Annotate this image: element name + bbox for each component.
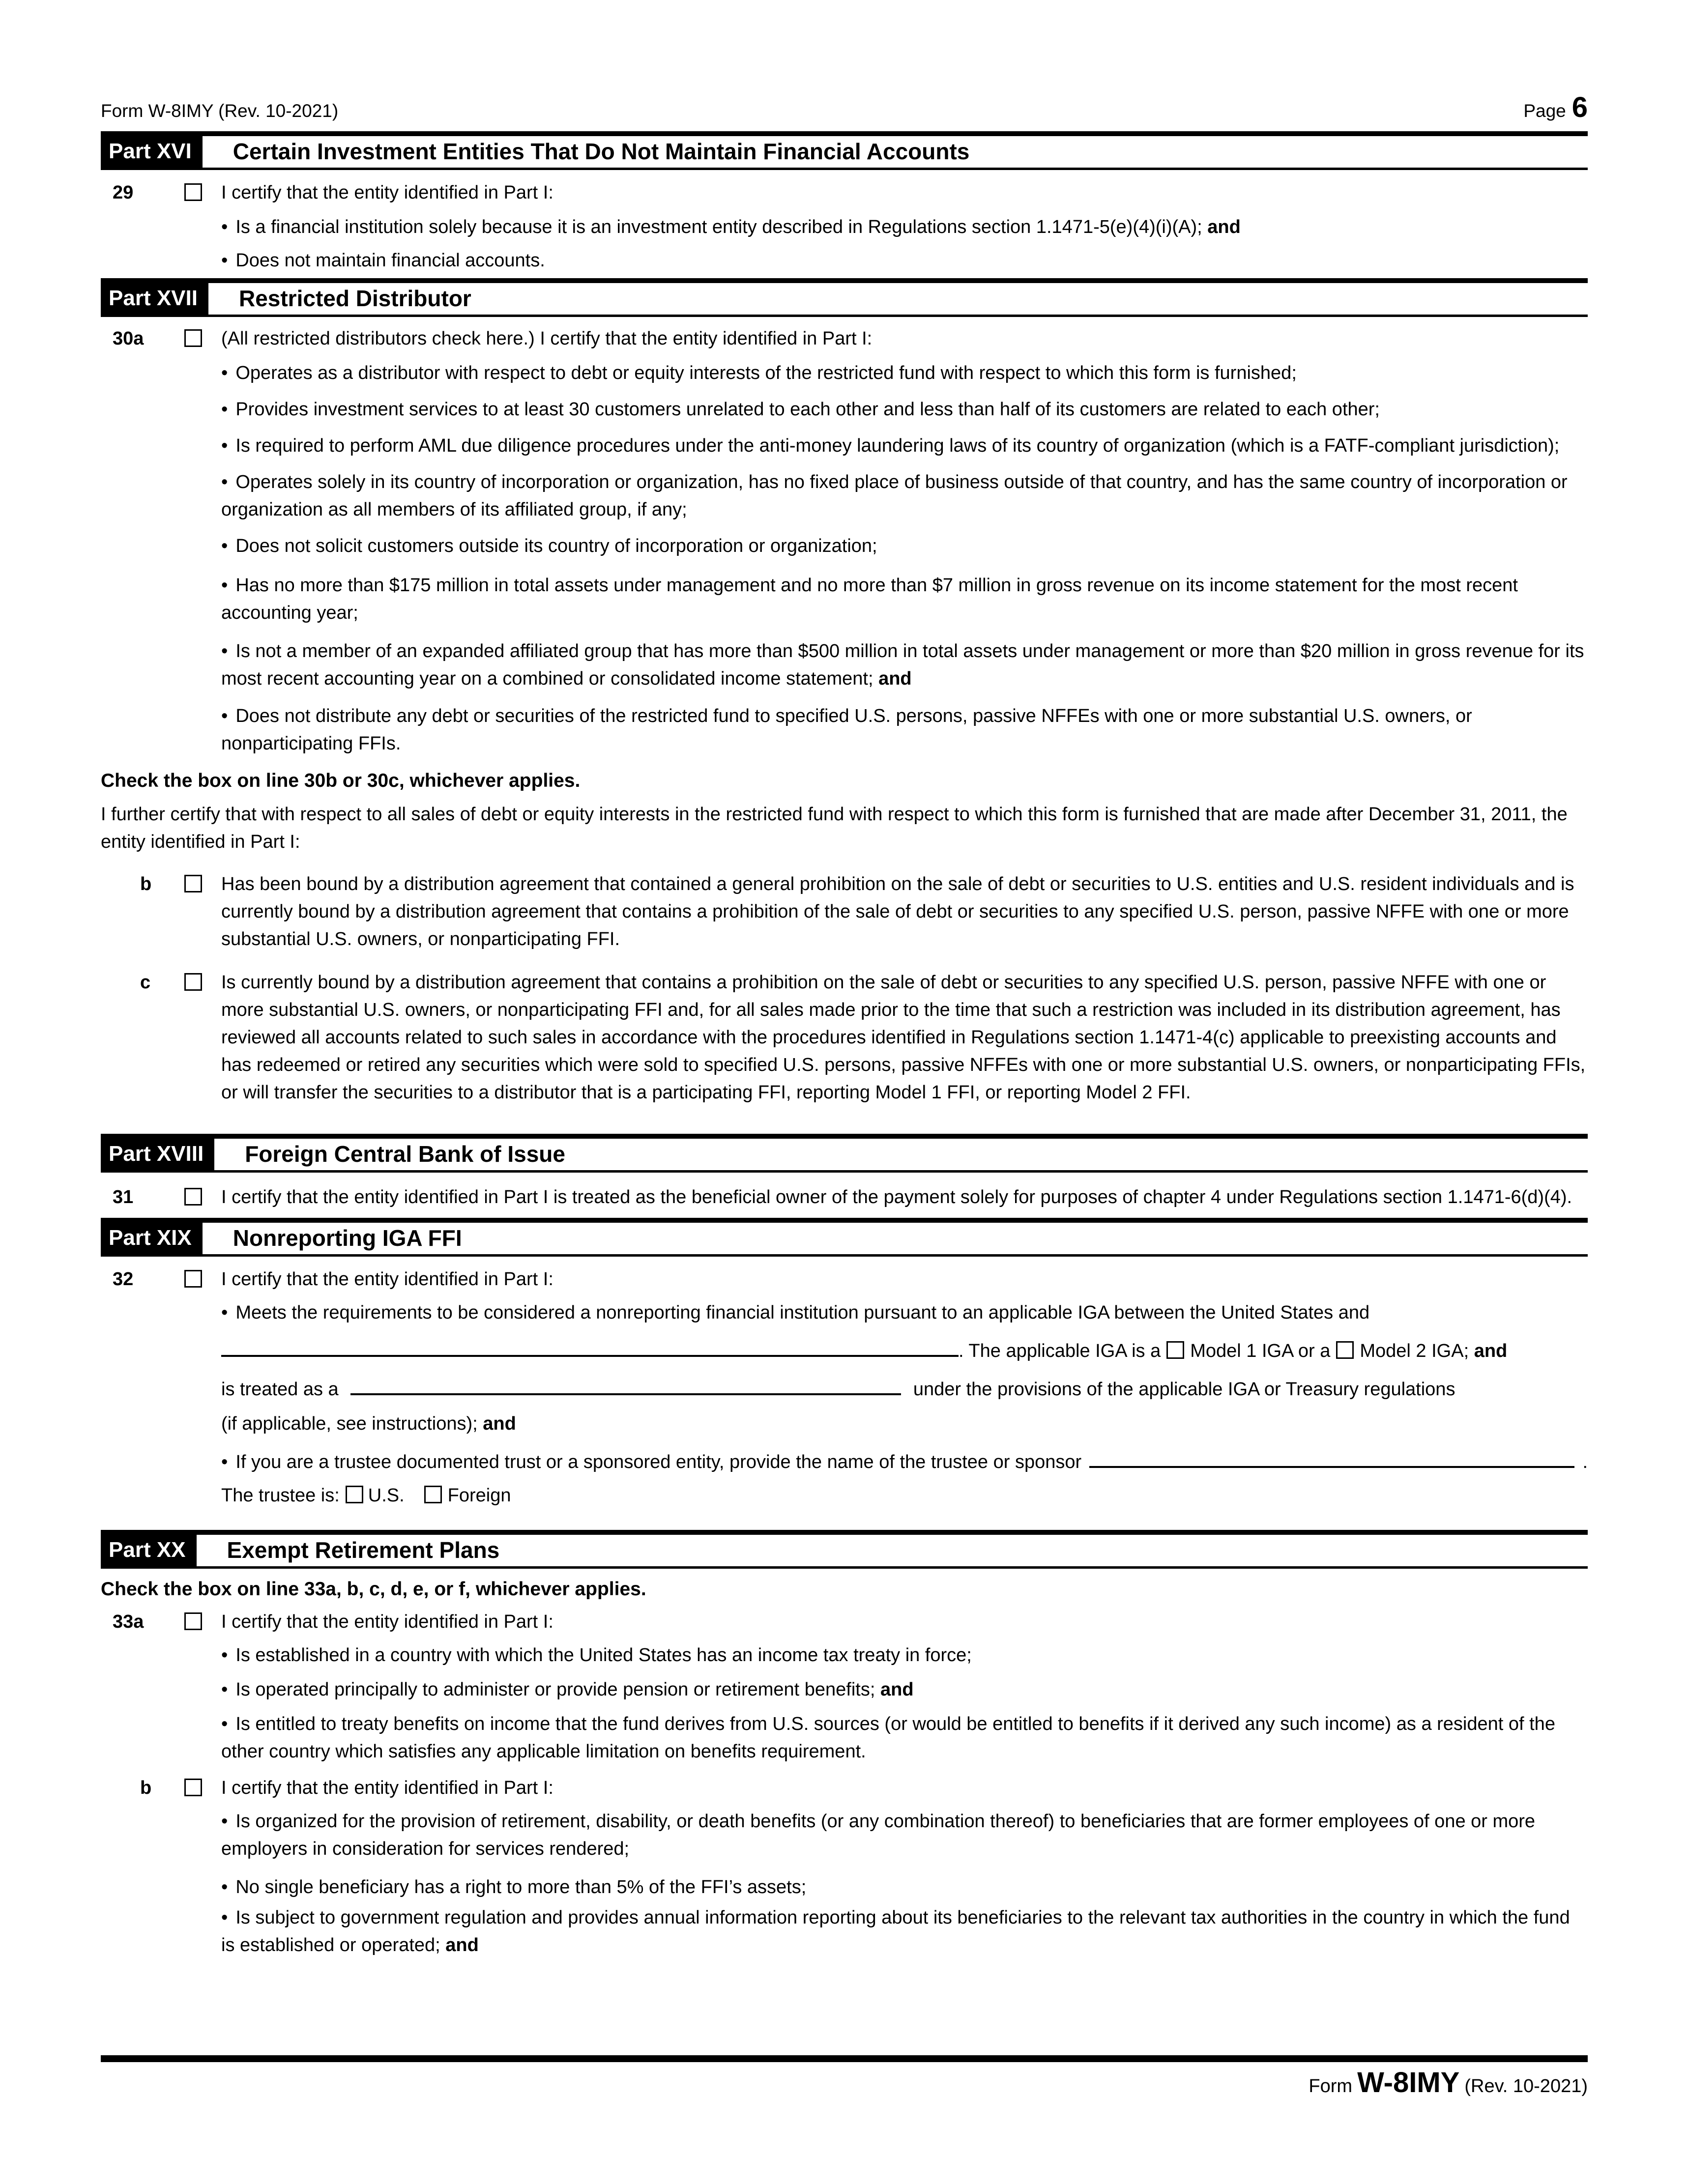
further-certify-text: I further certify that with respect to all sales of debt or equity interests in the restricted fund with respect to which this form is furnished that are made after December 31, 2011, the entity identified in Part I: (101, 804, 1568, 852)
part17-bullet-2 (101, 396, 1588, 423)
bullet-text: Is a financial institution solely because it is an investment entity described in Regulations section 1.1471-5(e)(4)(i)(A); (235, 217, 1208, 237)
checkbox-30a[interactable] (184, 329, 202, 347)
bullet-text: Is established in a country with which the United States has an income tax treaty in force; (235, 1645, 972, 1666)
part17-bullet-6 (101, 572, 1588, 627)
part-xvii-title: Restricted Distributor (208, 283, 1588, 315)
part-xx-header (101, 1530, 1588, 1569)
bullet-bold: and (445, 1935, 479, 1955)
trustee-foreign-label: Foreign (447, 1485, 511, 1506)
line-30b-number: b (140, 874, 152, 894)
trustee-label: The trustee is: (221, 1485, 340, 1506)
line-33b (101, 1774, 1588, 1802)
footer-form-label: Form (1309, 2076, 1353, 2097)
line-32-number: 32 (113, 1269, 134, 1290)
part20b-bullet-1 (101, 1808, 1588, 1863)
part-xvii-label: Part XVII (101, 283, 208, 315)
treated-as-line (101, 1372, 1588, 1403)
line-29 (101, 179, 1588, 206)
check-box-33-heading: Check the box on line 33a, b, c, d, e, or f, whichever applies. (101, 1579, 646, 1600)
line-32-text: I certify that the entity identified in Part I: (221, 1269, 553, 1290)
part-xviii-title: Foreign Central Bank of Issue (214, 1139, 1588, 1170)
iga-country-blank[interactable] (221, 1333, 959, 1357)
line-30a-text: (All restricted distributors check here.) I certify that the entity identified in Part I: (221, 328, 873, 349)
treated-as-label: is treated as a (221, 1379, 339, 1400)
part16-bullet-1 (101, 213, 1588, 241)
line-30a (101, 325, 1588, 352)
part-xviii-label: Part XVIII (101, 1139, 214, 1170)
part-xviii-header (101, 1134, 1588, 1173)
iga-country-line (101, 1333, 1588, 1365)
part20a-bullet-2 (101, 1676, 1588, 1703)
part20b-bullet-2 (101, 1873, 1588, 1901)
part-xix-title: Nonreporting IGA FFI (203, 1223, 1588, 1254)
line-30c-number: c (140, 972, 151, 993)
line-30b (101, 870, 1588, 953)
model2-iga-label: Model 2 IGA; (1360, 1341, 1474, 1361)
line-33a-number: 33a (113, 1611, 144, 1632)
bullet-text: Is operated principally to administer or provide pension or retirement benefits; (235, 1679, 880, 1700)
part17-bullet-3 (101, 432, 1588, 460)
bullet-text: Does not maintain financial accounts. (235, 250, 545, 271)
part17-bullet-4 (101, 468, 1588, 523)
checkbox-trustee-foreign[interactable] (424, 1486, 442, 1503)
page-header (101, 91, 1588, 123)
page-footer (101, 2055, 1588, 2102)
line-33a-text: I certify that the entity identified in Part I: (221, 1611, 553, 1632)
if-applicable-line (101, 1410, 1588, 1437)
trustee-sponsor-text: • If you are a trustee documented trust or a sponsored entity, provide the name of the trustee or sponsor (235, 1452, 1082, 1472)
line-31-number: 31 (113, 1187, 134, 1207)
bullet-bold: and (1207, 217, 1241, 237)
part-xix-label: Part XIX (101, 1223, 203, 1254)
trustee-us-label: U.S. (368, 1485, 405, 1506)
trustee-type-line (101, 1482, 1588, 1509)
footer-text (101, 2067, 1588, 2102)
checkbox-trustee-us[interactable] (346, 1486, 363, 1503)
part17-bullet-8 (101, 702, 1588, 757)
part-xx-title: Exempt Retirement Plans (197, 1535, 1588, 1566)
model1-iga-label: Model 1 IGA or a (1190, 1341, 1331, 1361)
footer-rule (101, 2055, 1588, 2062)
checkbox-30c[interactable] (184, 973, 202, 991)
trustee-sponsor-line (101, 1444, 1588, 1476)
bullet-text: Provides investment services to at least 30 customers unrelated to each other and less than half of its customers are related to each other; (235, 399, 1380, 420)
line-29-number: 29 (113, 182, 134, 203)
bullet-bold: and (880, 1679, 914, 1700)
part20b-bullet-3 (101, 1904, 1588, 1959)
checkbox-model1-iga[interactable] (1166, 1341, 1184, 1359)
bullet-text: Is organized for the provision of retirement, disability, or death benefits (or any combination thereof) to beneficiaries that are former employees of one or more employers in consideration for services rendered; (221, 1811, 1536, 1859)
part-xvii-header (101, 278, 1588, 317)
trustee-sponsor-name-blank[interactable] (1089, 1444, 1574, 1468)
form-id-header: Form W-8IMY (Rev. 10-2021) (101, 101, 339, 121)
part-xx-label: Part XX (101, 1535, 197, 1566)
line-33a (101, 1608, 1588, 1636)
line-30c (101, 969, 1588, 1106)
if-applicable-text: (if applicable, see instructions); (221, 1413, 483, 1434)
part20a-bullet-3 (101, 1710, 1588, 1765)
checkbox-model2-iga[interactable] (1336, 1341, 1354, 1359)
line-30b-text: Has been bound by a distribution agreement that contained a general prohibition on the sale of debt or securities to U.S. entities and U.S. resident individuals and is currently bound by a distribution agreement that contains a prohibition of the sale of debt or securities to any specified U.S. person, passive NFFE with one or more substantial U.S. owners, or nonparticipating FFI. (221, 874, 1574, 949)
part17-bullet-5 (101, 532, 1588, 560)
checkbox-33b[interactable] (184, 1779, 202, 1796)
part16-bullet-2 (101, 247, 1588, 274)
part-xvi-header (101, 131, 1588, 170)
bullet-text: Is subject to government regulation and provides annual information reporting about its beneficiaries to the relevant tax authorities in the country in which the fund is established or operated; (221, 1907, 1570, 1955)
part-xvi-label: Part XVI (101, 136, 203, 168)
bullet-text: Is not a member of an expanded affiliated group that has more than $500 million in total assets under management or more than $20 million in gross revenue for its most recent accounting year on a combined or consolidated income statement; (221, 641, 1584, 689)
line-30c-text: Is currently bound by a distribution agreement that contains a prohibition on the sale of debt or securities to any specified U.S. person, passive NFFE with one or more substantial U.S. owners, or nonparticipating FFI and, for all sales made prior to the time that such a restriction was included in its distribution agreement, has reviewed all accounts related to such sales in accordance with the procedures identified in Regulations section 1.1471-4(c) applicable to preexisting accounts and has redeemed or retired any securities which were sold to specified U.S. persons, passive NFFEs with one or more substantial U.S. owners, or nonparticipating FFIs, or will transfer the securities to a distributor that is a participating FFI, reporting Model 1 FFI, or reporting Model 2 FFI. (221, 972, 1586, 1103)
page-number (1523, 91, 1588, 123)
line-33b-text: I certify that the entity identified in Part I: (221, 1778, 553, 1798)
bullet-bold: and (878, 668, 912, 689)
iga-treatment-blank[interactable] (350, 1372, 901, 1395)
line-31-text: I certify that the entity identified in Part I is treated as the beneficial owner of the payment solely for purposes of chapter 4 under Regulations section 1.1471-6(d)(4). (221, 1187, 1572, 1207)
bullet-text: Is entitled to treaty benefits on income that the fund derives from U.S. sources (or would be entitled to benefits if it derived any such income) as a resident of the other country which satisfies any applicable limitation on benefits requirement. (221, 1714, 1555, 1762)
bullet-text: Operates as a distributor with respect to debt or equity interests of the restricted fund with respect to which this form is furnished; (235, 363, 1297, 383)
bullet-text: Does not solicit customers outside its country of incorporation or organization; (235, 536, 877, 556)
page-label: Page (1523, 101, 1566, 121)
bullet-text: No single beneficiary has a right to more than 5% of the FFI’s assets; (235, 1877, 807, 1897)
checkbox-29[interactable] (184, 183, 202, 201)
part19-bullet-1 (101, 1299, 1588, 1326)
model2-iga-bold: and (1474, 1341, 1508, 1361)
part-xvi-title: Certain Investment Entities That Do Not Maintain Financial Accounts (203, 136, 1588, 168)
checkbox-33a[interactable] (184, 1612, 202, 1630)
treated-as-tail: under the provisions of the applicable IGA or Treasury regulations (913, 1379, 1455, 1400)
line-29-text: I certify that the entity identified in Part I: (221, 182, 553, 203)
line-30a-number: 30a (113, 328, 144, 349)
part17-bullet-1 (101, 359, 1588, 387)
iga-sentence: . The applicable IGA is a (959, 1341, 1161, 1361)
bullet-text: Operates solely in its country of incorporation or organization, has no fixed place of business outside of that country, and has the same country of incorporation or organization as all members of its affiliated group, if any; (221, 472, 1568, 520)
trustee-sponsor-period: . (1582, 1452, 1588, 1472)
part-xix-header (101, 1218, 1588, 1257)
footer-rev: (Rev. 10-2021) (1464, 2076, 1588, 2097)
part17-bullet-7 (101, 637, 1588, 692)
bullet-text: Is required to perform AML due diligence procedures under the anti-money laundering laws of its country of organization (which is a FATF-compliant jurisdiction); (235, 435, 1560, 456)
bullet-text: Meets the requirements to be considered a nonreporting financial institution pursuant to an applicable IGA between the United States and (235, 1302, 1370, 1323)
line-32 (101, 1265, 1588, 1293)
page-number-value: 6 (1572, 91, 1588, 123)
check-box-30b-30c-heading: Check the box on line 30b or 30c, whichever applies. (101, 770, 581, 791)
line-31 (101, 1183, 1588, 1211)
part20a-bullet-1 (101, 1641, 1588, 1669)
checkbox-31[interactable] (184, 1188, 202, 1206)
bullet-text: Does not distribute any debt or securities of the restricted fund to specified U.S. persons, passive NFFEs with one or more substantial U.S. owners, or nonparticipating FFIs. (221, 706, 1472, 754)
checkbox-30b[interactable] (184, 875, 202, 892)
if-applicable-bold: and (483, 1413, 516, 1434)
checkbox-32[interactable] (184, 1270, 202, 1288)
bullet-text: Has no more than $175 million in total assets under management and no more than $7 million in gross revenue on its income statement for the most recent accounting year; (221, 575, 1518, 623)
line-33b-number: b (140, 1778, 152, 1798)
footer-form-number: W-8IMY (1357, 2067, 1460, 2098)
